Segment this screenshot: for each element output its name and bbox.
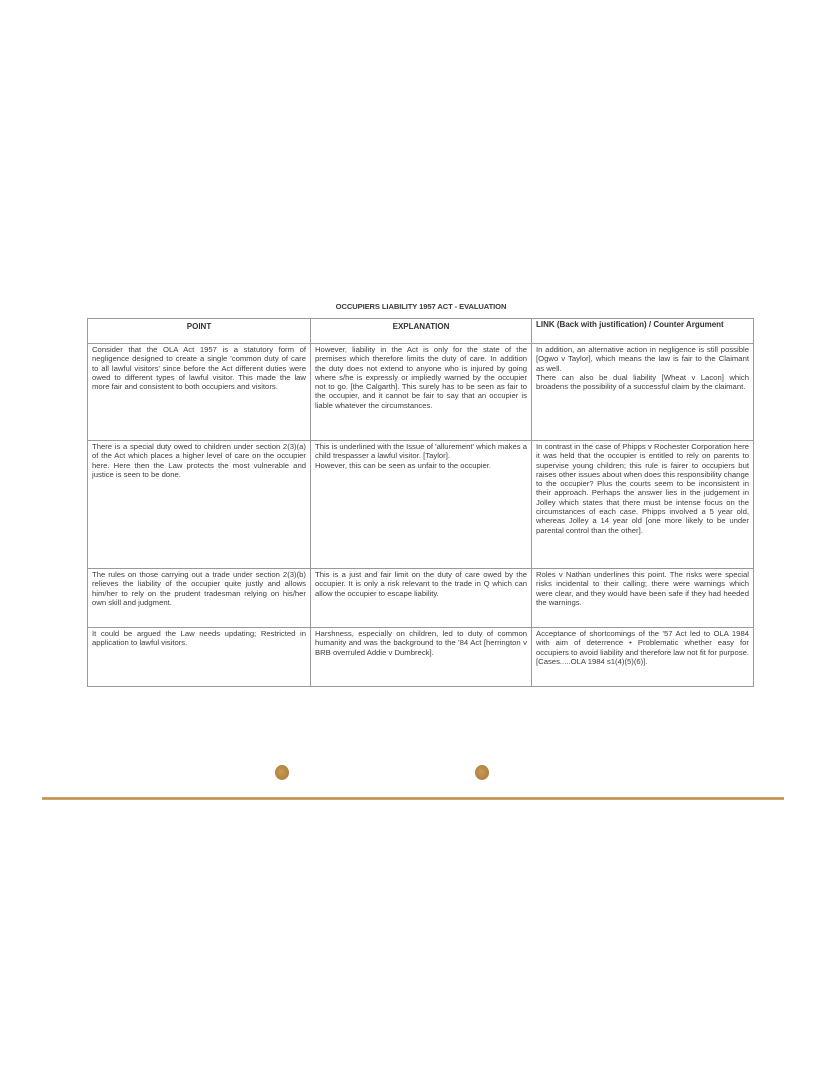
cell-point: There is a special duty owed to children under section 2(3)(a) of the Act which places a higher level of care on the occupier here. Here then the Law protects the most vulnerable and justice is seen to be done. <box>88 441 311 569</box>
table-header-row <box>88 319 754 344</box>
cell-paragraph: There can also be dual liability [Wheat v Lacon] which broadens the possibility of a successful claim by the claimant. <box>536 372 749 392</box>
evaluation-table <box>87 318 754 687</box>
cell-paragraph: However, this can be seen as unfair to the occupier. <box>315 460 492 470</box>
table-row <box>88 569 754 628</box>
page-edge-divider <box>42 797 784 800</box>
cell-link <box>532 344 754 441</box>
header-point: POINT <box>88 319 311 344</box>
punch-hole-icon <box>275 765 289 780</box>
table-row <box>88 628 754 687</box>
cell-link: Roles v Nathan underlines this point. The risks were special risks incidental to their calling; there were warnings which were clear, and they would have been safe if they had heeded the warnings. <box>532 569 754 628</box>
cell-explanation: However, liability in the Act is only for the state of the premises which therefore limits the duty of care. In addition the duty does not extend to anyone who is injured by going where s/he is expressly or impliedly warned by the occupier not to go. [the Calgarth]. This surely has to be seen as fair to the occupier, and it cannot be fair to say that an occupier is liable whatever the circumstances. <box>311 344 532 441</box>
cell-explanation: Harshness, especially on children, led to duty of common humanity and was the background to the '84 Act [herrington v BRB overruled Addie v Dumbreck]. <box>311 628 532 687</box>
cell-point: The rules on those carrying out a trade under section 2(3)(b) relieves the liability of the occupier quite justly and allows him/her to rely on the prudent tradesman relying on his/her own skill and judgment. <box>88 569 311 628</box>
table-row <box>88 441 754 569</box>
table-row <box>88 344 754 441</box>
cell-paragraph: In addition, an alternative action in negligence is still possible [Ogwo v Taylor], which means the law is fair to the Claimant as well. <box>536 345 749 373</box>
cell-link: Acceptance of shortcomings of the '57 Act led to OLA 1984 with aim of deterrence • Problematic whether easy for occupiers to avoid liability and therefore law not fit for purpose. [Cases.....OLA 1984 s1(4)(5)(6)]. <box>532 628 754 687</box>
cell-paragraph: This is underlined with the Issue of 'allurement' which makes a child trespasser a lawful visitor. [Taylor]. <box>315 442 527 461</box>
cell-link: In contrast in the case of Phipps v Rochester Corporation here it was held that the occupier is entitled to rely on parents to supervise young children; this rule is fairer to occupiers but raises other issues about when does this responsibility change to the occupier? Plus the courts seem to be inconsistent in their approach. Perhaps the answer lies in the judgement in Jolley which states that there must be intense focus on the circumstances of each case. Phipps involved a 5 year old, whereas Jolley a 14 year old [one more likely to be under parental control than the other]. <box>532 441 754 569</box>
cell-explanation <box>311 441 532 569</box>
header-explanation: EXPLANATION <box>311 319 532 344</box>
cell-point: It could be argued the Law needs updating; Restricted in application to lawful visitors. <box>88 628 311 687</box>
cell-point: Consider that the OLA Act 1957 is a statutory form of negligence designed to create a single 'common duty of care to all lawful visitors' since before the Act different duties were owed to different types of lawful visitor. This made the law more fair and consistent to both occupiers and visitors. <box>88 344 311 441</box>
document-title: OCCUPIERS LIABILITY 1957 ACT - EVALUATION <box>335 302 507 311</box>
cell-explanation: This is a just and fair limit on the duty of care owed by the occupier. It is only a risk relevant to the trade in Q which can allow the occupier to escape liability. <box>311 569 532 628</box>
header-link: LINK (Back with justification) / Counter Argument <box>532 319 754 344</box>
punch-hole-icon <box>475 765 489 780</box>
